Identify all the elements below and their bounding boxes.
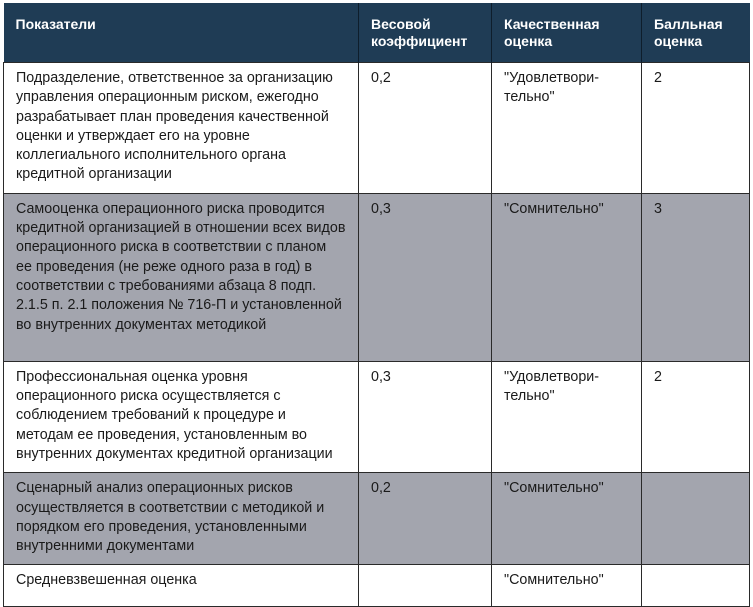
qualitative-cell: "Сомнительно" <box>492 565 642 607</box>
qualitative-cell: "Удовлетвори-тельно" <box>492 361 642 472</box>
header-row <box>4 3 750 63</box>
table-row <box>4 361 750 472</box>
indicator-cell: Подразделение, ответственное за организацию управления операционным риском, ежегодно разрабатывает план проведения качественной оценки и утверждает его на уровне коллегиального исполнительного органа кредитной организации <box>4 63 359 194</box>
header-weight: Весовой коэффициент <box>359 3 492 63</box>
header-indicators: Показатели <box>4 3 359 63</box>
indicator-cell: Самооценка операционного риска проводится кредитной организацией в отношении всех видов операционного риска в соответствии с планом ее проведения (не реже одного раза в год) в соответствии с требованиями абзаца 8 подп. 2.1.5 п. 2.1 положения № 716-П и установленной во внутренних документах методикой <box>4 193 359 361</box>
weight-cell: 0,3 <box>359 361 492 472</box>
assessment-table <box>3 3 750 607</box>
weight-cell: 0,2 <box>359 473 492 565</box>
score-cell: 2 <box>642 63 750 194</box>
score-cell <box>642 565 750 607</box>
indicator-cell: Сценарный анализ операционных рисков осуществляется в соответствии с методикой и порядком его проведения, установленными внутренними документами <box>4 473 359 565</box>
header-score: Балльная оценка <box>642 3 750 63</box>
header-qualitative: Качественная оценка <box>492 3 642 63</box>
table-row <box>4 63 750 194</box>
score-cell: 3 <box>642 193 750 361</box>
weight-cell <box>359 565 492 607</box>
table-row <box>4 473 750 565</box>
qualitative-cell: "Сомнительно" <box>492 193 642 361</box>
table-row <box>4 193 750 361</box>
indicator-cell: Средневзвешенная оценка <box>4 565 359 607</box>
weight-cell: 0,3 <box>359 193 492 361</box>
qualitative-cell: "Удовлетвори-тельно" <box>492 63 642 194</box>
qualitative-cell: "Сомнительно" <box>492 473 642 565</box>
score-cell <box>642 473 750 565</box>
weight-cell: 0,2 <box>359 63 492 194</box>
table-row-total <box>4 565 750 607</box>
score-cell: 2 <box>642 361 750 472</box>
indicator-cell: Профессиональная оценка уровня операционного риска осуществляется с соблюдением требований к процедуре и методам ее проведения, установленным во внутренних документах кредитной организации <box>4 361 359 472</box>
